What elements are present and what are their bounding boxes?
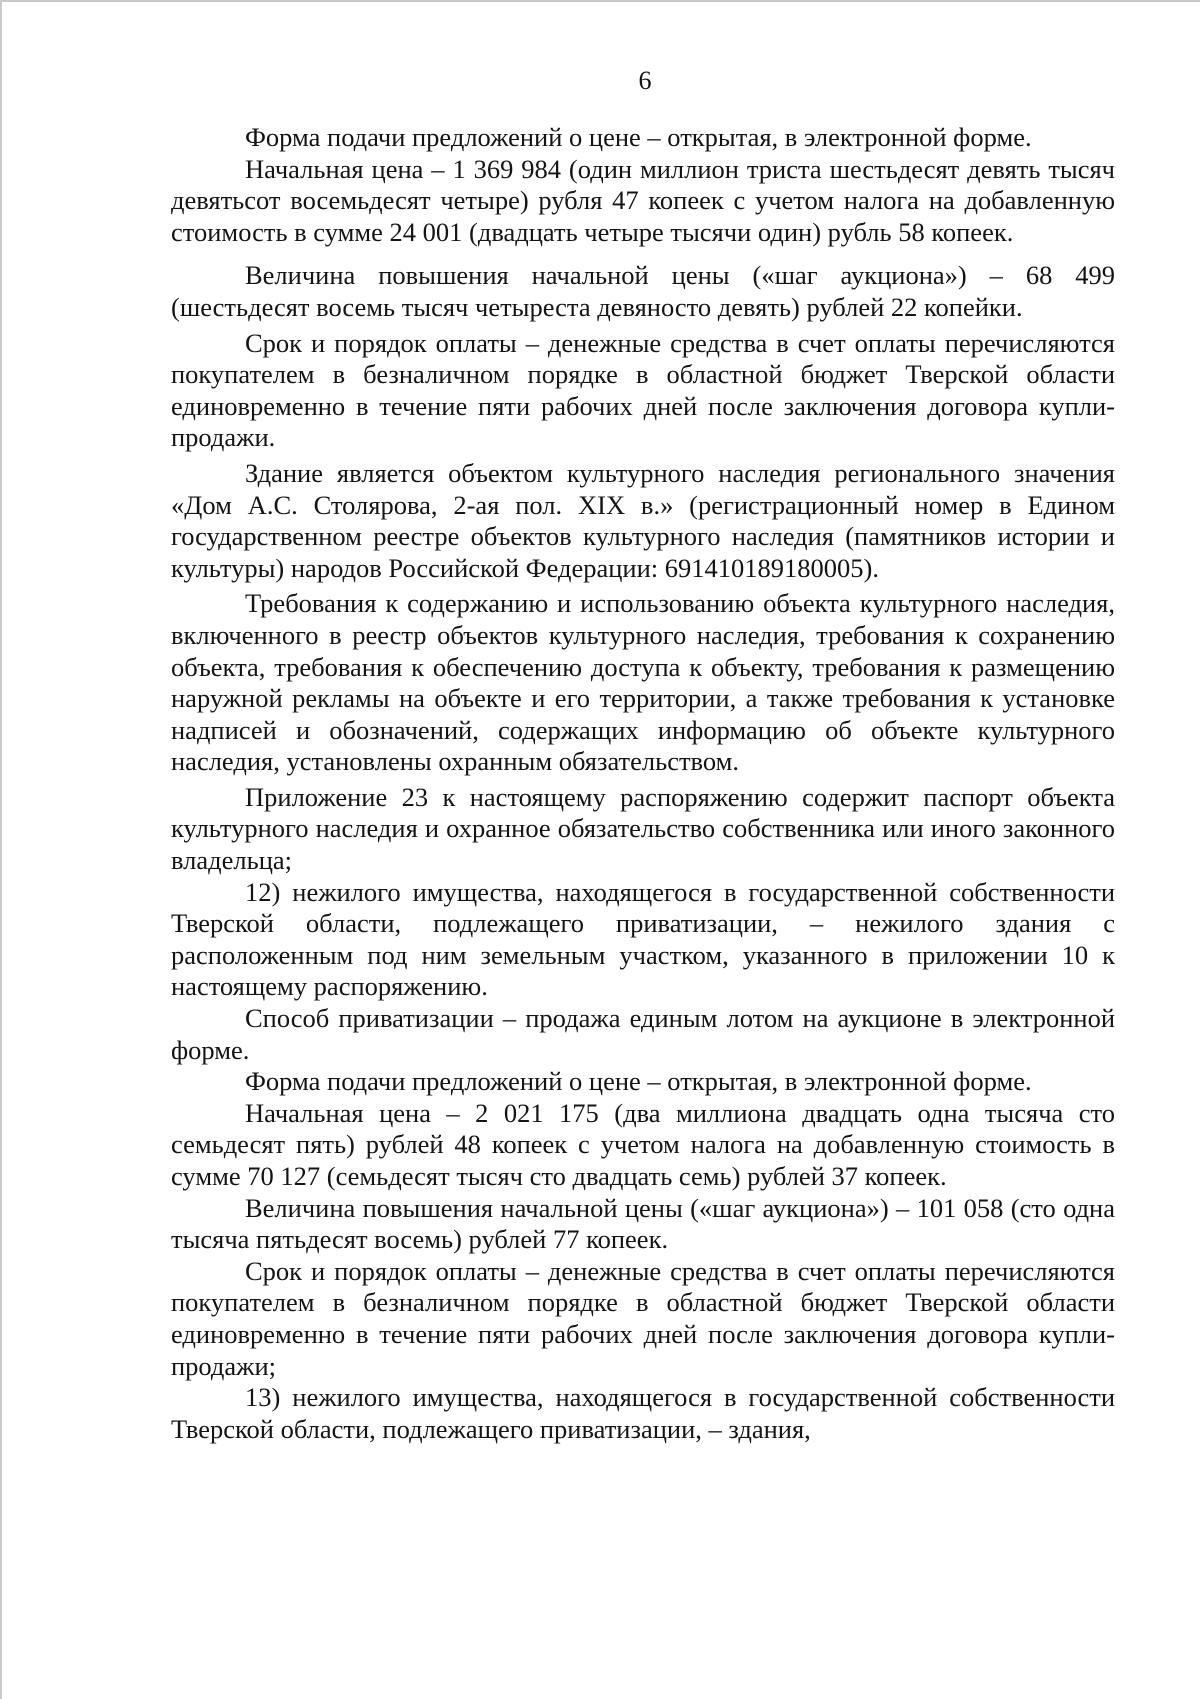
paragraph-heritage-requirements: Требования к содержанию и использованию объекта культурного наследия, включенного в реестр объектов культурного наследия, требования к сохранению объекта, требования к обеспечению доступа к объекту, требования к размещению наружной рекламы на объекте и его территории, а также требования к установке надписей и обозначений, содержащих информацию об объекте культурного наследия, установлены охранным обязательством. — [171, 588, 1115, 777]
document-body — [171, 122, 1115, 1445]
paragraph-auction-step: Величина повышения начальной цены («шаг аукциона») – 68 499 (шестьдесят восемь тысяч четыреста девяносто девять) рублей 22 копейки. — [171, 260, 1115, 322]
scan-edge-left — [0, 0, 2, 1699]
paragraph-heritage-object: Здание является объектом культурного наследия регионального значения «Дом А.С. Столярова, 2-ая пол. XIX в.» (регистрационный номер в Едином государственном реестре объектов культурного наследия (памятников истории и культуры) народов Российской Федерации: 691410189180005). — [171, 457, 1115, 583]
paragraph-appendix-23: Приложение 23 к настоящему распоряжению содержит паспорт объекта культурного наследия и охранное обязательство собственника или иного законного владельца; — [171, 781, 1115, 876]
paragraph-item-13: 13) нежилого имущества, находящегося в государственной собственности Тверской области, подлежащего приватизации, – здания, — [171, 1382, 1115, 1444]
scan-edge-top — [0, 0, 1200, 2]
paragraph-item-12: 12) нежилого имущества, находящегося в государственной собственности Тверской области, подлежащего приватизации, – нежилого здания с расположенным под ним земельным участком, указанного в приложении 10 к настоящему распоряжению. — [171, 876, 1115, 1002]
paragraph-start-price-2: Начальная цена – 2 021 175 (два миллиона двадцать одна тысяча сто семьдесят пять) рублей 48 копеек с учетом налога на добавленную стоимость в сумме 70 127 (семьдесят тысяч сто двадцать семь) рублей 37 копеек. — [171, 1097, 1115, 1191]
paragraph-privatization-method: Способ приватизации – продажа единым лотом на аукционе в электронной форме. — [171, 1003, 1115, 1065]
paragraph-bid-form-2: Форма подачи предложений о цене – открытая, в электронной форме. — [245, 1066, 1032, 1097]
paragraph-auction-step-2: Величина повышения начальной цены («шаг аукциона») – 101 058 (сто одна тысяча пятьдесят восемь) рублей 77 копеек. — [171, 1192, 1115, 1255]
paragraph-payment-terms-2: Срок и порядок оплаты – денежные средства в счет оплаты перечисляются покупателем в безналичном порядке в областной бюджет Тверской области единовременно в течение пяти рабочих дней после заключения договора купли-продажи; — [171, 1255, 1115, 1381]
paragraph-payment-terms: Срок и порядок оплаты – денежные средства в счет оплаты перечисляются покупателем в безналичном порядке в областной бюджет Тверской области единовременно в течение пяти рабочих дней после заключения договора купли-продажи. — [171, 327, 1115, 453]
page-number: 6 — [638, 66, 652, 95]
paragraph-start-price: Начальная цена – 1 369 984 (один миллион триста шестьдесят девять тысяч девятьсот восемьдесят четыре) рубля 47 копеек с учетом налога на добавленную стоимость в сумме 24 001 (двадцать четыре тысячи один) рубль 58 копеек. — [171, 153, 1115, 247]
paragraph-bid-form: Форма подачи предложений о цене – открытая, в электронной форме. — [245, 122, 1032, 152]
